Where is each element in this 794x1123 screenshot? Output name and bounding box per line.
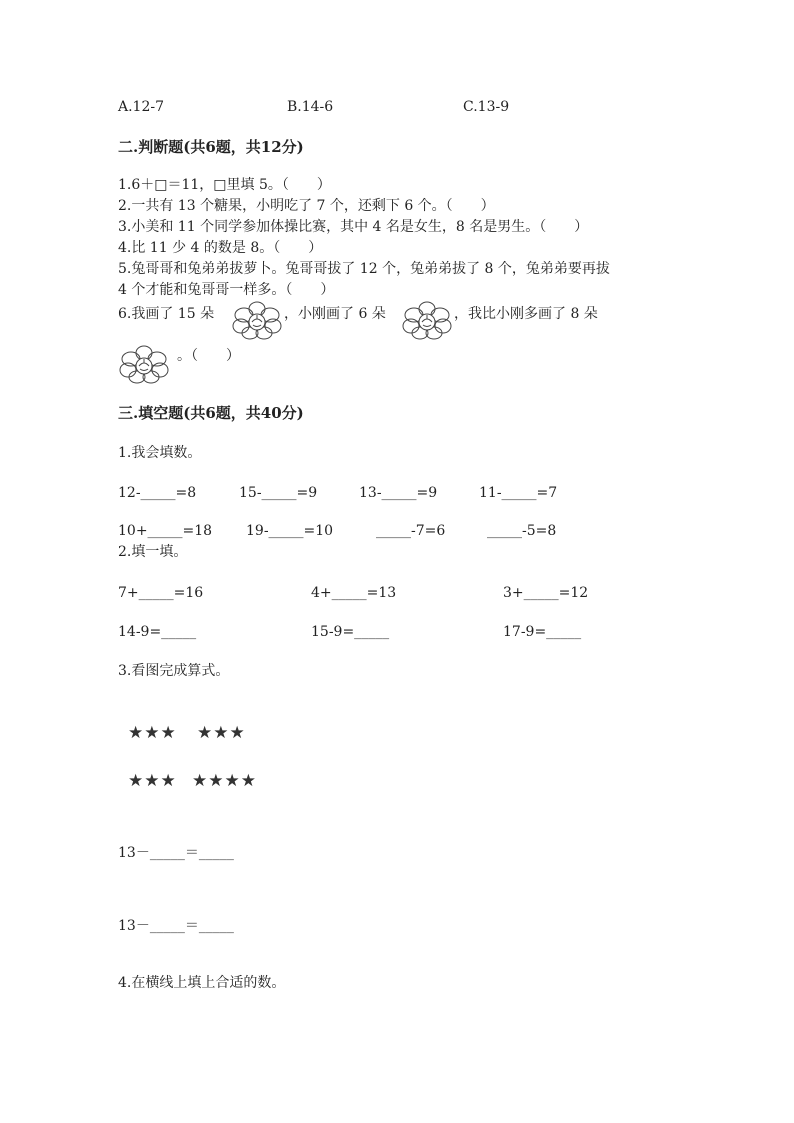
star-group-icon: ★★★: [197, 723, 246, 743]
star-group-icon: ★★★: [128, 723, 177, 743]
fill-blank-equation: 17-9=_____: [503, 624, 582, 640]
fill-blank-equation: 11-_____=7: [479, 485, 558, 501]
judge-question-6-part4: 。（ ）: [177, 348, 240, 364]
fill-blank-equation: 15-9=_____: [311, 624, 390, 640]
star-group-icon: ★★★: [128, 771, 177, 791]
section-2-heading: 二.判断题(共6题，共12分): [118, 138, 304, 156]
fill-question-4-title: 4.在横线上填上合适的数。: [118, 975, 286, 991]
fill-blank-equation: _____-5=8: [487, 523, 557, 539]
judge-question-6-part2: ，小刚画了 6 朵: [284, 306, 386, 322]
fill-question-1-title: 1.我会填数。: [118, 445, 202, 461]
fill-question-2-title: 2.填一填。: [118, 544, 188, 560]
judge-question-3: 3.小美和 11 个同学参加体操比赛，其中 4 名是女生，8 名是男生。（ ）: [118, 219, 589, 235]
judge-question-6-part3: ，我比小刚多画了 8 朵: [454, 306, 598, 322]
fill-blank-equation: 13-_____=9: [359, 485, 438, 501]
flower-icon: [232, 300, 282, 344]
fill-blank-equation: _____-7=6: [376, 523, 446, 539]
fill-blank-equation: 3+_____=12: [503, 585, 589, 601]
fill-blank-equation: 4+_____=13: [311, 585, 397, 601]
judge-question-5-line2: 4 个才能和兔哥哥一样多。（ ）: [118, 282, 335, 298]
option-b: B.14-6: [287, 99, 334, 115]
fill-blank-equation: 13－_____＝_____: [118, 918, 234, 934]
fill-blank-equation: 10+_____=18: [118, 523, 213, 539]
section-3-heading: 三.填空题(共6题，共40分): [118, 404, 304, 422]
fill-blank-equation: 7+_____=16: [118, 585, 204, 601]
option-c: C.13-9: [463, 99, 510, 115]
flower-icon: [119, 344, 169, 388]
judge-question-2: 2.一共有 13 个糖果，小明吃了 7 个，还剩下 6 个。（ ）: [118, 198, 495, 214]
fill-blank-equation: 12-_____=8: [118, 485, 197, 501]
judge-question-1: 1.6＋□＝11，□里填 5。（ ）: [118, 177, 331, 193]
judge-question-5-line1: 5.兔哥哥和兔弟弟拔萝卜。兔哥哥拔了 12 个，兔弟弟拔了 8 个，兔弟弟要再拔: [118, 261, 610, 277]
fill-question-3-title: 3.看图完成算式。: [118, 663, 230, 679]
fill-blank-equation: 13－_____＝_____: [118, 845, 234, 861]
flower-icon: [402, 300, 452, 344]
star-group-icon: ★★★★: [192, 771, 257, 791]
fill-blank-equation: 15-_____=9: [239, 485, 318, 501]
fill-blank-equation: 14-9=_____: [118, 624, 197, 640]
fill-blank-equation: 19-_____=10: [246, 523, 334, 539]
option-a: A.12-7: [118, 99, 165, 115]
judge-question-4: 4.比 11 少 4 的数是 8。（ ）: [118, 240, 323, 256]
judge-question-6-part1: 6.我画了 15 朵: [118, 306, 215, 322]
